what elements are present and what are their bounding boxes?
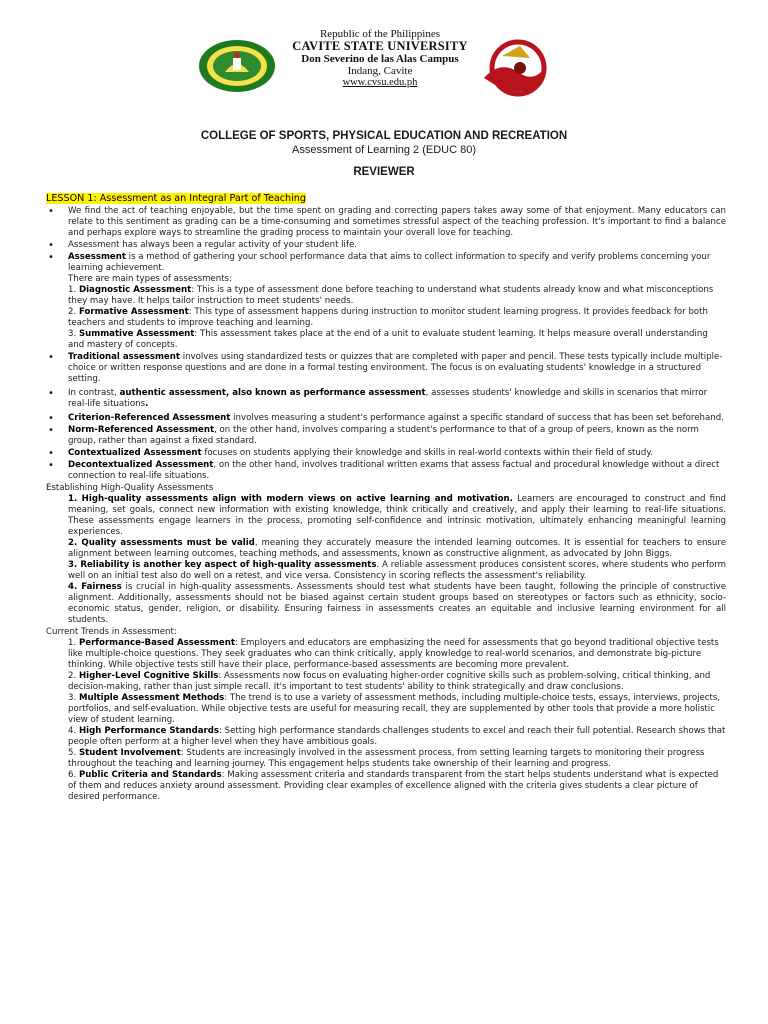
list-item: • Decontextualized Assessment, on the other hand, involves traditional written exams that assess factual and procedural knowledge without a direct connection to real-life situations. [46,460,726,482]
university-name: CAVITE STATE UNIVERSITY [292,39,468,53]
republic-line: Republic of the Philippines [319,28,441,40]
assessment-type-formative: 2. Formative Assessment: This type of assessment happens during instruction to monitor student learning progress. It provides feedback for both teachers and students to improve teaching and learning. [68,307,708,328]
campus-name: Don Severino de las Alas Campus [301,53,459,65]
high-quality-item: 4. Fairness is crucial in high-quality assessments. Assessments should test what students have been taught, following the principle of constructive alignment. Additionally, assessments should not be biased against certain student groups based on stereotypes or factors such as ethnicity, socio-economic status, gender, religion, or disability. Ensuring fairness in assessments creates an equitable and inclusive learning environment for all students. [68,582,726,625]
trend-item: 1. Performance-Based Assessment: Employers and educators are emphasizing the need for assessments that go beyond traditional objective tests like multiple-choice questions. They seek graduates who can think critically, apply knowledge to real-world scenarios, and demonstrate big-picture thinking. While objective tests still have their place, performance-based assessments are becoming more prevalent. [68,638,719,670]
list-item: • Contextualized Assessment focuses on students applying their knowledge and skills in real-world contexts within their field of study. [46,448,726,459]
list-item: • In contrast, authentic assessment, also known as performance assessment, assesses students' knowledge and skills in scenarios that mirror real-life situations. [46,388,726,410]
list-item: • Criterion-Referenced Assessment involves measuring a student's performance against a specific standard of success that has been set beforehand. [46,413,726,424]
high-quality-item: 1. High-quality assessments align with modern views on active learning and motivation. Learners are encouraged to construct and find meaning, set goals, connect new information with existing knowledge, think critically and creatively, and apply their learning to real-life situations. These assessments engage learners in the process, promoting self-confidence and intrinsic motivation, ultimately enhancing meaningful learning experiences. [68,494,726,537]
assessment-type-diagnostic: 1. Diagnostic Assessment: This is a type of assessment done before teaching to understand what students already know and what misconceptions they may have. It helps tailor instruction to meet students' needs. [68,285,714,306]
assessment-type-summative: 3. Summative Assessment: This assessment takes place at the end of a unit to evaluate student learning. It helps measure overall understanding and mastery of concepts. [68,329,708,350]
course-title: Assessment of Learning 2 (EDUC 80) [291,144,477,156]
list-item: • Assessment is a method of gathering your school performance data that aims to collect information to specify and verify problems concerning your learning achievement. There are main types of assessments: 1. Diagnostic Assessment: This is a type of assessment done before teaching to understand what students already know and what misconceptions they may have. It helps tailor instruction to meet students' needs. 2. Formative Assessment: This type of assessment happens during instruction to monitor student learning progress. It provides feedback for both teachers and students to improve teaching and learning. 3. Summative Assessment: This assessment takes place at the end of a unit to evaluate student learning. It helps measure overall understanding and mastery of concepts. [46,252,726,351]
lesson-heading: LESSON 1: Assessment as an Integral Part of Teaching [46,193,306,204]
lesson-bullet-list [46,206,726,482]
trend-item: 3. Multiple Assessment Methods: The trend is to use a variety of assessment methods, including multiple-choice tests, essays, interviews, projects, portfolios, and self-evaluation. While objective tests are useful for measuring recall, they are supplemented by other tools that provide a more holistic view of student learning. [68,693,721,725]
current-trends-section-heading: Current Trends in Assessment: [46,627,177,637]
high-quality-item: 3. Reliability is another key aspect of high-quality assessments. A reliable assessment produces consistent scores, where students who perform well on an initial test also do well on a retest, and vice versa. Consistency in scoring reflects the assessment's reliability. [68,560,726,581]
high-quality-item: 2. Quality assessments must be valid, meaning they accurately measure the intended learning outcomes. It is essential for teachers to ensure alignment between learning outcomes, teaching methods, and assessments, known as constructive alignment, as advocated by John Biggs. [68,538,726,559]
list-item: • We find the act of teaching enjoyable, but the time spent on grading and correcting papers takes away some of that enjoyment. Many educators can relate to this sentiment as grading can be a time-consuming and sometimes stressful aspect of the teaching profession. It's important to find a balance and perhaps explore ways to streamline the grading process to maintain your overall love for teaching. [46,206,726,239]
high-quality-section-heading: Establishing High-Quality Assessments [46,483,214,493]
trend-item: 4. High Performance Standards: Setting high performance standards challenges students to excel and reach their full potential. Research shows that people often perform at a higher level when they have ambitious goals. [68,726,726,747]
trend-item: 2. Higher-Level Cognitive Skills: Assessments now focus on evaluating higher-order cognitive skills such as problem-solving, critical thinking, and decision-making, rather than just simple recall. It's important to test students' ability to think strategically and draw conclusions. [68,671,711,692]
college-mascot-logo-icon [480,38,550,102]
document-body [46,193,726,803]
university-website-link[interactable]: www.cvsu.edu.ph [342,77,418,88]
college-name: COLLEGE OF SPORTS, PHYSICAL EDUCATION AND RECREATION [200,130,568,142]
trend-item: 5. Student Involvement: Students are increasingly involved in the assessment process, from setting learning targets to monitoring their progress throughout the teaching and learning journey. This engagement helps students take ownership of their learning and progress. [68,748,705,769]
list-item: • Norm-Referenced Assessment, on the other hand, involves comparing a student's performance to that of a group of peers, known as the norm group, rather than against a fixed standard. [46,425,726,447]
list-item: • Assessment has always been a regular activity of your student life. [46,240,726,251]
letterhead [0,28,768,100]
list-item: • Traditional assessment involves using standardized tests or quizzes that are completed with paper and pencil. These tests typically include multiple-choice or written response questions and are done in a formal testing environment. The focus is on evaluating students' knowledge in a structured setting. [46,352,726,385]
campus-location: Indang, Cavite [347,65,413,77]
letterhead-text [260,28,500,89]
trend-item: 6. Public Criteria and Standards: Making assessment criteria and standards transparent from the start helps students understand what is expected of them and reduces anxiety around assessment. Providing clear examples of excellence aligned with the criteria gives students a clear picture of desired performance. [68,770,719,802]
document-title: REVIEWER [353,166,415,178]
